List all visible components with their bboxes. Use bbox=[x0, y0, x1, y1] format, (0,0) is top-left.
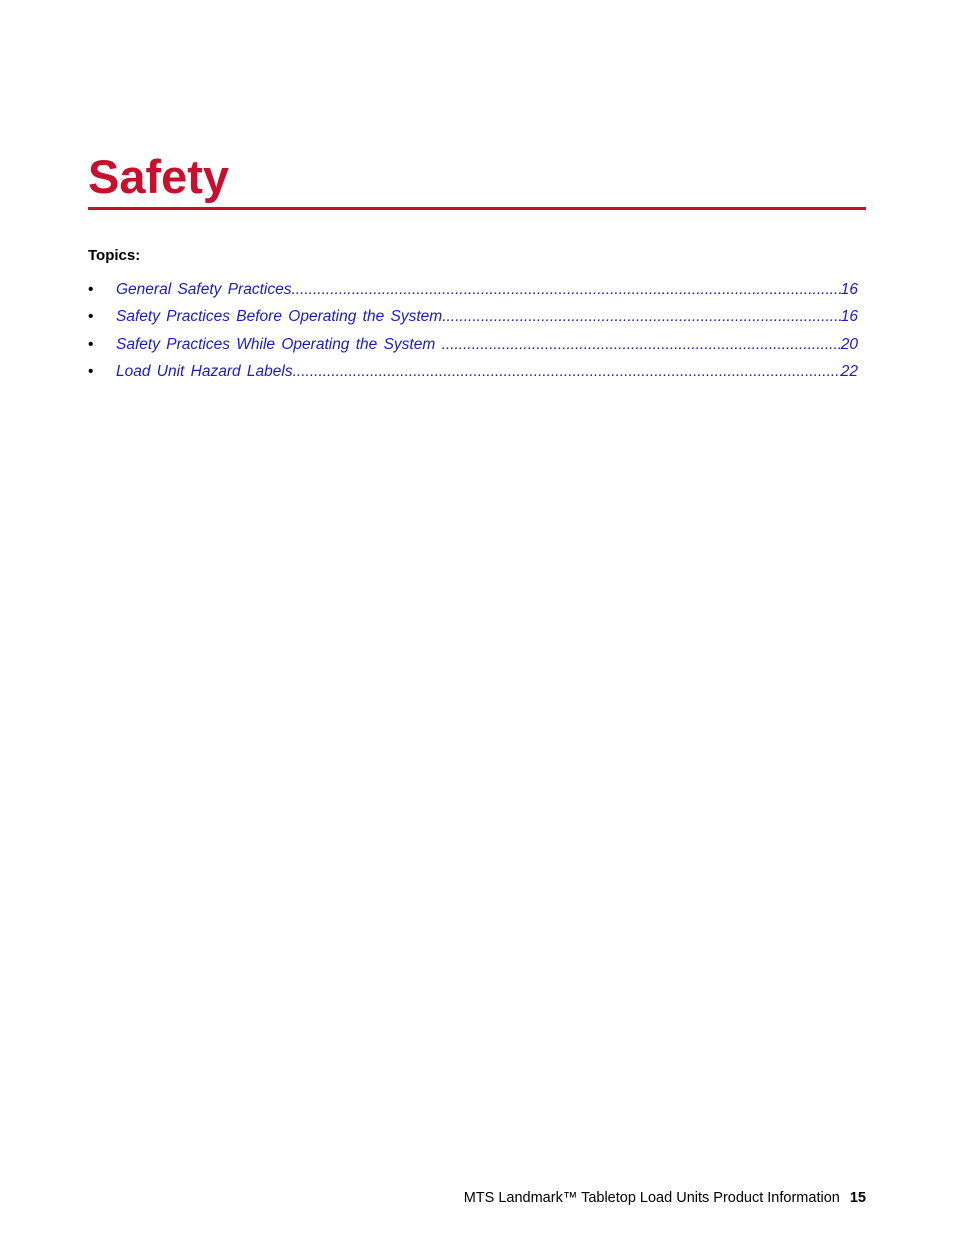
list-item bbox=[88, 307, 858, 334]
toc-page-number: 16 bbox=[840, 281, 858, 298]
footer-doc-title: MTS Landmark™ Tabletop Load Units Product Information bbox=[463, 1190, 840, 1206]
toc-link-safety-while-operating[interactable] bbox=[116, 335, 858, 355]
toc-page-number: 20 bbox=[840, 335, 858, 353]
topics-heading: Topics: bbox=[88, 247, 141, 264]
toc-link-label: Load Unit Hazard Labels bbox=[116, 362, 293, 380]
toc-page-number: 22 bbox=[840, 362, 858, 380]
toc-link-general-safety-practices[interactable] bbox=[116, 280, 858, 300]
footer-page-number: 15 bbox=[849, 1190, 866, 1206]
list-item bbox=[88, 362, 858, 389]
toc-page-number: 16 bbox=[840, 308, 858, 326]
toc-link-load-unit-hazard-labels[interactable] bbox=[116, 362, 858, 382]
toc-link-label: Safety Practices Before Operating the System bbox=[116, 308, 443, 326]
toc-link-safety-before-operating[interactable] bbox=[116, 307, 858, 327]
bullet-icon: • bbox=[88, 335, 94, 353]
list-item bbox=[88, 335, 858, 362]
list-item bbox=[88, 280, 858, 307]
dot-leader bbox=[442, 335, 841, 355]
page-title: Safety bbox=[88, 150, 230, 203]
page-footer bbox=[464, 1189, 866, 1207]
toc-link-label: Safety Practices While Operating the System bbox=[116, 335, 442, 353]
bullet-icon: • bbox=[88, 281, 94, 298]
topics-list bbox=[88, 280, 858, 389]
title-divider bbox=[88, 207, 866, 210]
dot-leader bbox=[293, 362, 841, 382]
bullet-icon: • bbox=[88, 362, 94, 380]
bullet-icon: • bbox=[88, 308, 94, 326]
dot-leader bbox=[291, 280, 840, 300]
dot-leader bbox=[442, 307, 841, 327]
toc-link-label: General Safety Practices bbox=[116, 281, 292, 298]
